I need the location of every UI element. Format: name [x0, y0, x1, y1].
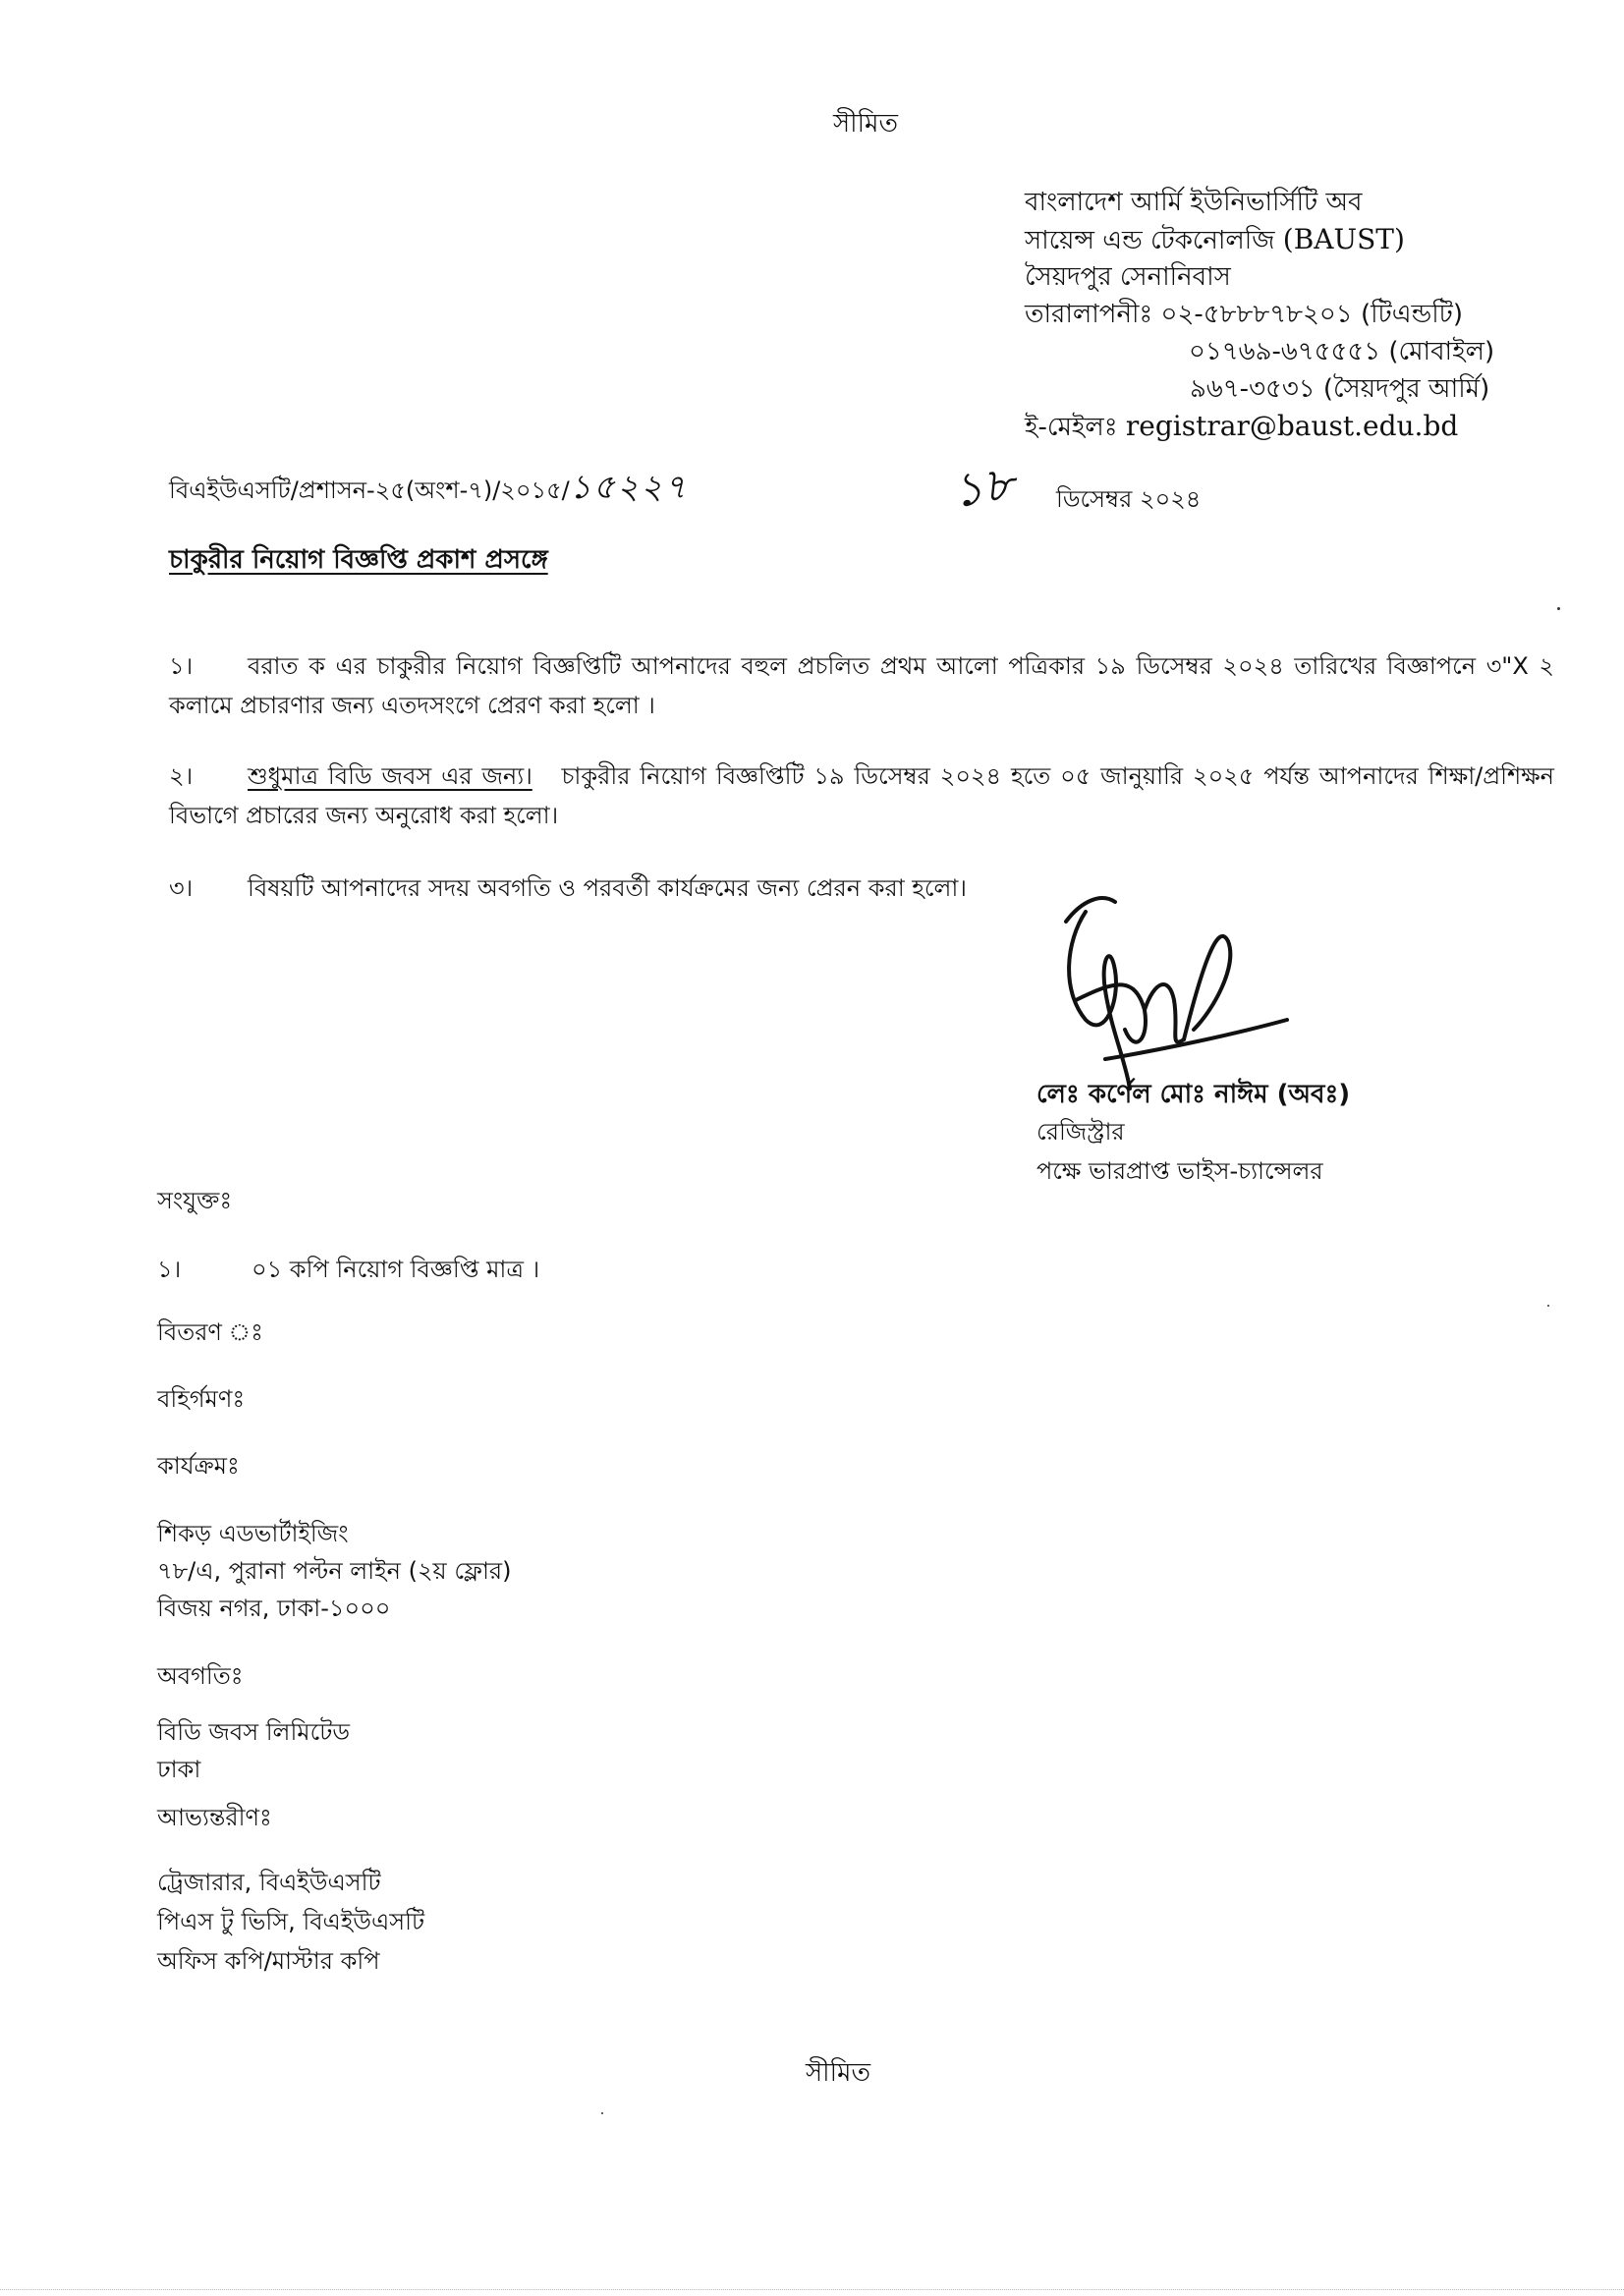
phone-line-1: তারালাপনীঃ ০২-৫৮৮৮৭৮২০১ (টিএন্ডটি): [1025, 300, 1463, 329]
email-line: ই-মেইলঃ registrar@baust.edu.bd: [1025, 410, 1459, 442]
memo-number: বিএইউএসটি/প্রশাসন-২৫(অংশ-৭)/২০১৫/১৫২২৭: [169, 468, 689, 507]
paragraph-3: ৩। বিষয়টি আপনাদের সদয় অবগতি ও পরবর্তী কার্যক্রমের জন্য প্রেরন করা হলো।: [169, 874, 967, 902]
distribution-label: বিতরণ ঃ: [157, 1318, 263, 1346]
paragraph-2: ২। শুধুমাত্র বিডি জবস এর জন্য। চাকুরীর নিয়োগ বিজ্ঞপ্তিটি ১৯ ডিসেম্বর ২০২৪ হতে ০৫ জানুয়ারি ২০২৫ পর্যন্ত আপনাদের শিক্ষা/প্রশিক্ষন বিভাগে প্রচারের জন্য অনুরোধ করা হলো।: [169, 762, 1554, 829]
scan-speck: [1557, 607, 1560, 610]
internal-recipients: ট্রেজারার, বিএইউএসটি পিএস টু ভিসি, বিএইউএসটি অফিস কপি/মাস্টার কপি: [157, 1869, 425, 1975]
external-label: বহির্গমণঃ: [157, 1385, 246, 1413]
scan-edge: [0, 2289, 1624, 2290]
scan-speck: [601, 2112, 603, 2114]
enclosure-label: সংযুক্তঃ: [157, 1187, 233, 1214]
signatory-title: রেজিস্ট্রার: [1036, 1118, 1125, 1146]
paragraph-1: ১। বরাত ক এর চাকুরীর নিয়োগ বিজ্ঞপ্তিটি আপনাদের বহুল প্রচলিত প্রথম আলো পত্রিকার ১৯ ডিসেম্বর ২০২৪ তারিখের বিজ্ঞাপনে ৩"X ২ কলামে প্রচারণার জন্য এতদসংগে প্রেরণ করা হলো ।: [169, 652, 1554, 719]
enclosure-item: ১। ০১ কপি নিয়োগ বিজ্ঞপ্তি মাত্র ।: [157, 1256, 540, 1283]
info-label: অবগতিঃ: [157, 1662, 244, 1690]
action-label: কার্যক্রমঃ: [157, 1452, 240, 1480]
handwritten-memo-number: ১৫২২৭: [569, 468, 689, 507]
phone-line-2: ০১৭৬৯-৬৭৫৫৫১ (মোবাইল): [1189, 337, 1495, 366]
org-line-1: বাংলাদেশ আর্মি ইউনিভার্সিটি অব: [1025, 188, 1363, 217]
handwritten-date: ১৮: [948, 455, 1018, 520]
signatory-on-behalf: পক্ষে ভারপ্রাপ্ত ভাইস-চ্যান্সেলর: [1036, 1157, 1323, 1185]
signatory-name: লেঃ কর্ণেল মোঃ নাঈম (অবঃ): [1036, 1080, 1351, 1109]
org-line-2: সায়েন্স এন্ড টেকনোলজি (BAUST): [1025, 223, 1405, 255]
signature-mark: [1046, 882, 1292, 1098]
info-recipient: বিডি জবস লিমিটেড ঢাকা: [157, 1718, 351, 1783]
phone-line-3: ৯৬৭-৩৫৩১ (সৈয়দপুর আর্মি): [1190, 374, 1490, 404]
action-recipient: শিকড় এডভার্টাইজিং ৭৮/এ, পুরানা পল্টন লাইন (২য় ফ্লোর) বিজয় নগর, ঢাকা-১০০০: [157, 1520, 512, 1622]
classification-top: সীমিত: [833, 109, 898, 139]
org-line-3: সৈয়দপুর সেনানিবাস: [1025, 262, 1231, 292]
scan-speck: [1547, 1305, 1549, 1307]
internal-label: আভ্যন্তরীণঃ: [157, 1804, 272, 1831]
letter-date: ডিসেম্বর ২০২৪: [1056, 485, 1202, 513]
letterhead: [1025, 185, 1494, 446]
classification-bottom: সীমিত: [806, 2058, 870, 2088]
subject-line: চাকুরীর নিয়োগ বিজ্ঞপ্তি প্রকাশ প্রসঙ্গে: [169, 545, 548, 575]
